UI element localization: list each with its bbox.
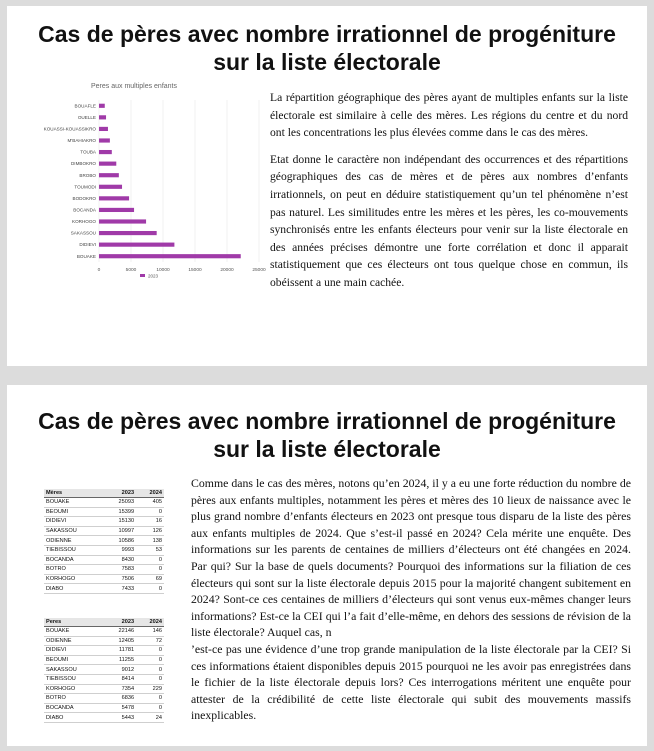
legend-swatch [140, 274, 145, 277]
table-row [44, 674, 164, 684]
table-cell-value: 0 [136, 555, 164, 565]
table-cell-value: 9012 [103, 665, 136, 675]
table-cell-location: ODIENNE [44, 636, 103, 646]
category-label: BROBO [79, 172, 96, 178]
table-cell-value: 7506 [103, 574, 136, 584]
table-cell-location: BEOUMI [44, 655, 103, 665]
table-cell-value: 0 [136, 694, 164, 704]
bar [99, 231, 157, 235]
table-cell-location: BOCANDA [44, 703, 103, 713]
table-cell-value: 0 [136, 655, 164, 665]
table-row [44, 703, 164, 713]
table-cell-location: TIEBISSOU [44, 674, 103, 684]
table-header: Peres [44, 618, 103, 627]
title-line-2: sur la liste électorale [213, 49, 441, 75]
table-row [44, 526, 164, 536]
bar [99, 150, 112, 154]
category-label: KOUASSI-KOUASSIKRO [43, 126, 96, 132]
category-label: SAKASSOU [70, 230, 96, 236]
table-header: 2024 [136, 489, 164, 498]
table-cell-value: 11255 [103, 655, 136, 665]
table-cell-value: 72 [136, 636, 164, 646]
x-tick-label: 5000 [125, 268, 137, 273]
table-cell-value: 6836 [103, 694, 136, 704]
x-tick-label: 10000 [156, 268, 170, 273]
table-cell-location: SAKASSOU [44, 526, 103, 536]
table-cell-location: DIABO [44, 584, 103, 594]
table-cell-value: 15399 [103, 507, 136, 517]
table-cell-location: DIDIEVI [44, 646, 103, 656]
table-cell-value: 8414 [103, 674, 136, 684]
table-header: 2023 [103, 489, 136, 498]
table-cell-value: 146 [136, 627, 164, 637]
table-cell-value: 138 [136, 536, 164, 546]
table-cell-value: 5478 [103, 703, 136, 713]
table-cell-location: BOCANDA [44, 555, 103, 565]
table-cell-value: 0 [136, 565, 164, 575]
category-label: DIDIEVI [79, 242, 96, 248]
table-cell-value: 15130 [103, 517, 136, 527]
title-line-1: Cas de pères avec nombre irrationnel de progéniture [38, 408, 616, 434]
bar [99, 104, 105, 108]
table-cell-value: 126 [136, 526, 164, 536]
table-row [44, 536, 164, 546]
chart-bars [99, 104, 241, 259]
x-tick-label: 20000 [220, 268, 234, 273]
category-label: BOUAFLE [74, 103, 96, 109]
bar [99, 219, 146, 223]
table-cell-value: 12405 [103, 636, 136, 646]
bar [99, 208, 134, 212]
slide-1-paragraph-1: La répartition géographique des pères ayant de multiples enfants sur la liste électorale est similaire à celle des mères. Les régions du centre et du nord ont les concentrations les plus élevées comme dans le cas des mères. [270, 91, 628, 140]
chart-x-ticks [98, 267, 266, 273]
mothers-table [44, 489, 164, 594]
table-header: 2023 [103, 618, 136, 627]
table-row [44, 584, 164, 594]
table-cell-location: KORHOGO [44, 684, 103, 694]
table-cell-value: 24 [136, 713, 164, 723]
table-cell-value: 405 [136, 498, 164, 508]
table-cell-location: DIABO [44, 713, 103, 723]
table-cell-value: 10997 [103, 526, 136, 536]
table-cell-value: 69 [136, 574, 164, 584]
table-cell-value: 53 [136, 545, 164, 555]
table-cell-location: DIDIEVI [44, 517, 103, 527]
table-cell-location: TIEBISSOU [44, 545, 103, 555]
bar [99, 173, 119, 177]
table-cell-value: 0 [136, 703, 164, 713]
legend-label: 2023 [148, 273, 159, 279]
table-row [44, 694, 164, 704]
bar [99, 185, 122, 189]
table-row [44, 627, 164, 637]
table-cell-location: BEOUMI [44, 507, 103, 517]
category-label: TOUBA [80, 149, 96, 155]
category-label: BODOKRO [72, 195, 96, 201]
bar [99, 138, 110, 142]
table-cell-location: SAKASSOU [44, 665, 103, 675]
table-row [44, 517, 164, 527]
table-row [44, 646, 164, 656]
table-row [44, 655, 164, 665]
table-cell-value: 7433 [103, 584, 136, 594]
table-cell-value: 7354 [103, 684, 136, 694]
table-header-row [44, 618, 164, 627]
table-row [44, 636, 164, 646]
table-cell-value: 8430 [103, 555, 136, 565]
table-row [44, 684, 164, 694]
table-cell-value: 25093 [103, 498, 136, 508]
slide-2-title [7, 407, 647, 463]
table-cell-value: 0 [136, 674, 164, 684]
slide-2-body [191, 475, 631, 724]
category-label: KORHOGO [72, 219, 96, 225]
table-cell-location: BOUAKE [44, 498, 103, 508]
bar [99, 115, 106, 119]
slide-1-body [270, 89, 628, 301]
chart-title: Peres aux multiples enfants [91, 83, 177, 90]
table-row [44, 565, 164, 575]
table-header: Mères [44, 489, 103, 498]
table-row [44, 713, 164, 723]
table-cell-value: 9993 [103, 545, 136, 555]
table-row [44, 665, 164, 675]
title-line-1: Cas de pères avec nombre irrationnel de progéniture [38, 21, 616, 47]
table-cell-location: ODIENNE [44, 536, 103, 546]
table-cell-value: 10586 [103, 536, 136, 546]
bar [99, 254, 241, 258]
table-cell-value: 0 [136, 507, 164, 517]
fathers-table [44, 618, 164, 723]
category-label: OUELLE [77, 114, 96, 120]
table-cell-value: 229 [136, 684, 164, 694]
slide-2 [7, 385, 647, 746]
table-cell-location: BOTRO [44, 694, 103, 704]
chart-legend [140, 274, 159, 279]
x-tick-label: 0 [97, 268, 101, 273]
slide-2-paragraph-2: ’est-ce pas une évidence d’une trop grande manipulation de la liste électorale par la CEI? Si ces informations étaient disponibles depuis 2015 pourquoi ne les avoir pas enregistrées dans le fichier de la liste électorale depuis lors? Ces interrogations méritent une enquête pour attester de la crédibilité de cette liste électorale qui subit des mouvements massifs inexplicables. [191, 641, 631, 723]
table-cell-value: 22146 [103, 627, 136, 637]
table-row [44, 574, 164, 584]
table-row [44, 545, 164, 555]
table-cell-location: BOUAKE [44, 627, 103, 637]
bar [99, 196, 129, 200]
table-header-row [44, 489, 164, 498]
category-label: M'BAHIAKRO [67, 138, 96, 144]
table-cell-value: 0 [136, 584, 164, 594]
slide-1-title [7, 20, 647, 76]
table-row [44, 498, 164, 508]
title-line-2: sur la liste électorale [213, 436, 441, 462]
chart-grid [99, 100, 259, 262]
table-cell-location: KORHOGO [44, 574, 103, 584]
table-row [44, 507, 164, 517]
category-label: BOCANDA [73, 207, 96, 213]
chart-category-labels [44, 103, 97, 258]
table-cell-value: 7583 [103, 565, 136, 575]
fathers-bar-chart [27, 78, 267, 288]
table-cell-value: 11781 [103, 646, 136, 656]
x-tick-label: 25000 [252, 268, 266, 273]
category-label: DIMBOKRO [70, 161, 96, 167]
table-cell-value: 0 [136, 665, 164, 675]
table-cell-location: BOTRO [44, 565, 103, 575]
table-cell-value: 0 [136, 646, 164, 656]
bar [99, 243, 174, 247]
table-header: 2024 [136, 618, 164, 627]
bar [99, 127, 108, 131]
slide-1 [7, 6, 647, 366]
category-label: TOUMODI [74, 184, 96, 190]
x-tick-label: 15000 [188, 268, 202, 273]
table-row [44, 555, 164, 565]
bar [99, 162, 116, 166]
table-cell-value: 5443 [103, 713, 136, 723]
category-label: BOUAKE [76, 253, 96, 259]
slide-2-paragraph-1: Comme dans le cas des mères, notons qu’en 2024, il y a eu une forte réduction du nombre de pères aux enfants multiples, notamment les pères et mères des 10 lieux de naissance avec le plus grand nombre d’enfants électeurs en 2023 ont presque tous disparu de la liste des pères aux enfants multiples de 2024. Que s’est-il passé en 2024? Cela mérite une enquête. Des informations sur les parents de centaines de milliers d’électeurs ont été changées en 2024. Par qui? Sur la base de quels documents? Pourquoi des informations sur la filiation de ces électeurs qui sont sur la liste électorale depuis 2015 pour la majorité changent subitement en 2024? Sont-ce ces centaines de milliers d’électeurs qui sont venus eux-mêmes changer leurs informations? Est-ce la CEI qui l’a fait d’elle-même, en dehors des sessions de révision de la liste électorale? Auquel cas, n [191, 476, 631, 640]
table-cell-value: 16 [136, 517, 164, 527]
slide-1-paragraph-2: Etat donne le caractère non indépendant des occurrences et des répartitions géographiques des cas de mères et de pères aux nombres d’enfants irrationnels, on peut en déduire statistiquement qu’un tel phénomène n’est pas naturel. Les similitudes entre les mères et les pères, les co-mouvements synchronisés entre les enfants électeurs pour venir sur la liste électorale en des années précises démontre une forte corrélation et donc il apparait statistiquement que ces électeurs ont tous quelque chose en commun, ils obéissent a une main cachée. [270, 152, 628, 289]
